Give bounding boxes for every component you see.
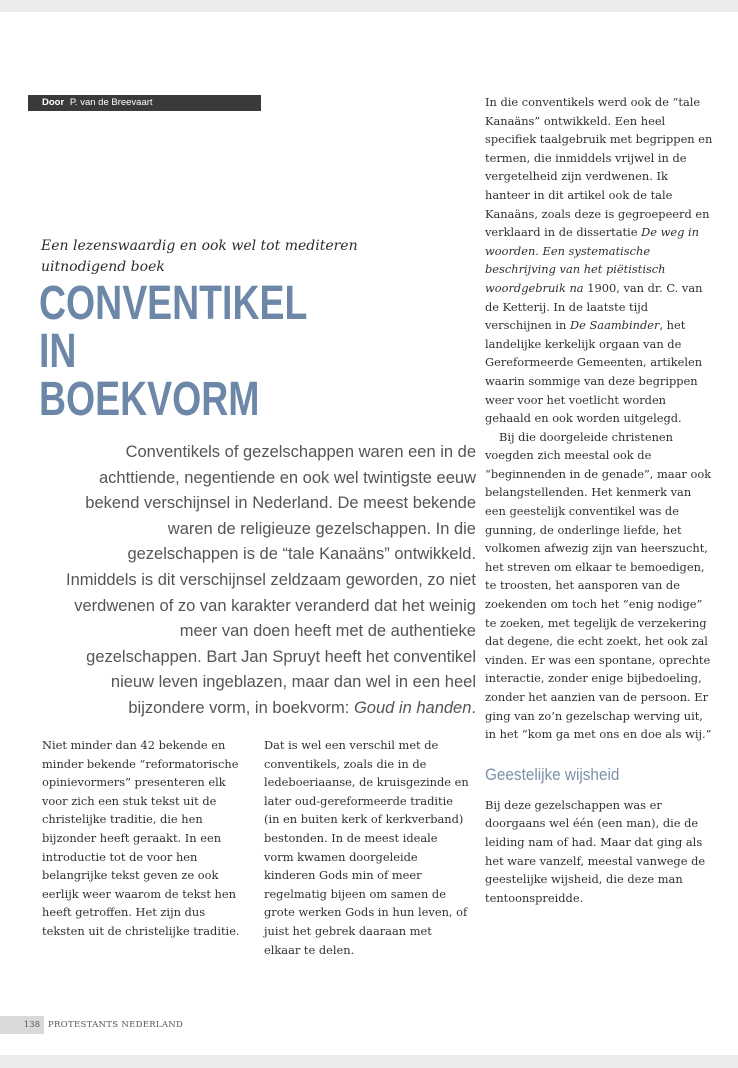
lead-paragraph (60, 440, 476, 722)
col1-paragraph: Niet minder dan 42 bekende en minder bekende “reformatorische opinievormers” presenteren elk voor zich een stuk tekst uit de christelijke traditie, die hen bijzonder heeft geraakt. In een introductie tot de voor hen belangrijke tekst geven ze ook eerlijk weer waarom de tekst hen heeft getroffen. Het zijn dus teksten uit de christelijke traditie. (42, 738, 240, 938)
publication-name: PROTESTANTS NEDERLAND (48, 1020, 184, 1030)
page-number: 138 (0, 1016, 44, 1034)
magazine-page (0, 12, 738, 1055)
kicker: Een lezenswaardig en ook wel tot mediteren uitnodigend boek (41, 238, 358, 275)
byline (28, 95, 261, 111)
magazine-title: De Saambinder (570, 318, 660, 333)
dissertation-title: De weg in woorden. Een systematische beschrijving van het piëtistisch woordgebruik na (485, 225, 700, 295)
byline-prefix: Door (42, 97, 65, 108)
title-line-1: CONVENTIKEL IN (39, 277, 307, 378)
lead-book-title: Goud in handen (353, 698, 472, 717)
col3-p1-text-b: 1900, van dr. C. van de Ketterij. In de laatste tijd verschijnen in (485, 280, 703, 333)
byline-author: P. van de Breevaart (69, 97, 153, 108)
col3-p1-text-c: , het landelijke kerkelijk orgaan van de Gereformeerde Gemeenten, artikelen waarin sommige van deze begrippen weer voor het voetlicht worden gehaald en ook worden uitgelegd. (485, 318, 703, 426)
body-column-2 (264, 736, 469, 959)
title-line-2: BOEKVORM (39, 373, 260, 426)
subheading: Geestelijke wijsheid (485, 764, 620, 784)
article-title (39, 277, 351, 426)
lead-end: . (471, 698, 476, 717)
col3-paragraph-2: Bij die doorgeleide christenen voegden zich meestal ook de “beginnenden in de genade”, maar ook belangstellenden. Het kenmerk van een geestelijk conventikel was de gunning, de onderlinge liefde, het volkomen afwezig zijn van heerszucht, het streven om elkaar te bemoedigen, te troosten, het aansporen van de zoekenden om toch het “enig nodige” te zoeken, met tegelijk de verzekering dat degene, die echt zoekt, het ook zal vinden. Er was een spontane, oprechte interactie, zonder enige bijbedoeling, zonder het aanzien van de persoon. Er ging van zo’n gezelschap werving uit, in het “kom ga met ons en doe als wij.” (485, 429, 712, 742)
body-column-1 (42, 736, 247, 941)
col3-paragraph-3: Bij deze gezelschappen was er doorgaans wel één (een man), die de leiding nam of had. Maar dat ging als het ware vanzelf, meestal vanwege de geestelijke wijsheid, die deze man tentoonspreidde. (485, 797, 706, 905)
col2-paragraph: Dat is wel een verschil met de conventikels, zoals die in de ledeboeriaanse, de kruisgezinde en later oud-gereformeerde traditie (in en buiten kerk of kerkverband) bestonden. In de meest ideale vorm kwamen doorgeleide kinderen Gods min of meer regelmatig bijeen om samen de grote werken Gods in hun leven, of juist het gebrek daaraan met elkaar te delen. (264, 738, 469, 957)
col3-paragraph-1 (485, 93, 713, 428)
body-column-3 (485, 93, 713, 907)
page-footer (0, 1016, 183, 1034)
col3-p1-text-a: In die conventikels werd ook de “tale Kanaäns” ontwikkeld. Een heel specifiek taalgebruik met begrippen en termen, die inmiddels vrijwel in de vergetelheid zijn verdwenen. Ik hanteer in dit artikel ook de tale Kanaäns, zoals deze is gegroepeerd en verklaard in de dissertatie (485, 95, 713, 240)
lead-text: Conventikels of gezelschappen waren een in de achttiende, negentiende en ook wel twintigste eeuw bekend verschijnsel in Nederland. De meest bekende waren de religieuze gezelschappen. In die gezelschappen is de “tale Kanaäns” ontwikkeld. Inmiddels is dit verschijnsel zeldzaam geworden, zo niet verdwenen of zo van karakter veranderd dat het weinig meer van doen heeft met de authentieke gezelschappen. Bart Jan Spruyt heeft het conventikel nieuw leven ingeblazen, maar dan wel in een heel bijzondere vorm, in boekvorm: (66, 443, 476, 717)
